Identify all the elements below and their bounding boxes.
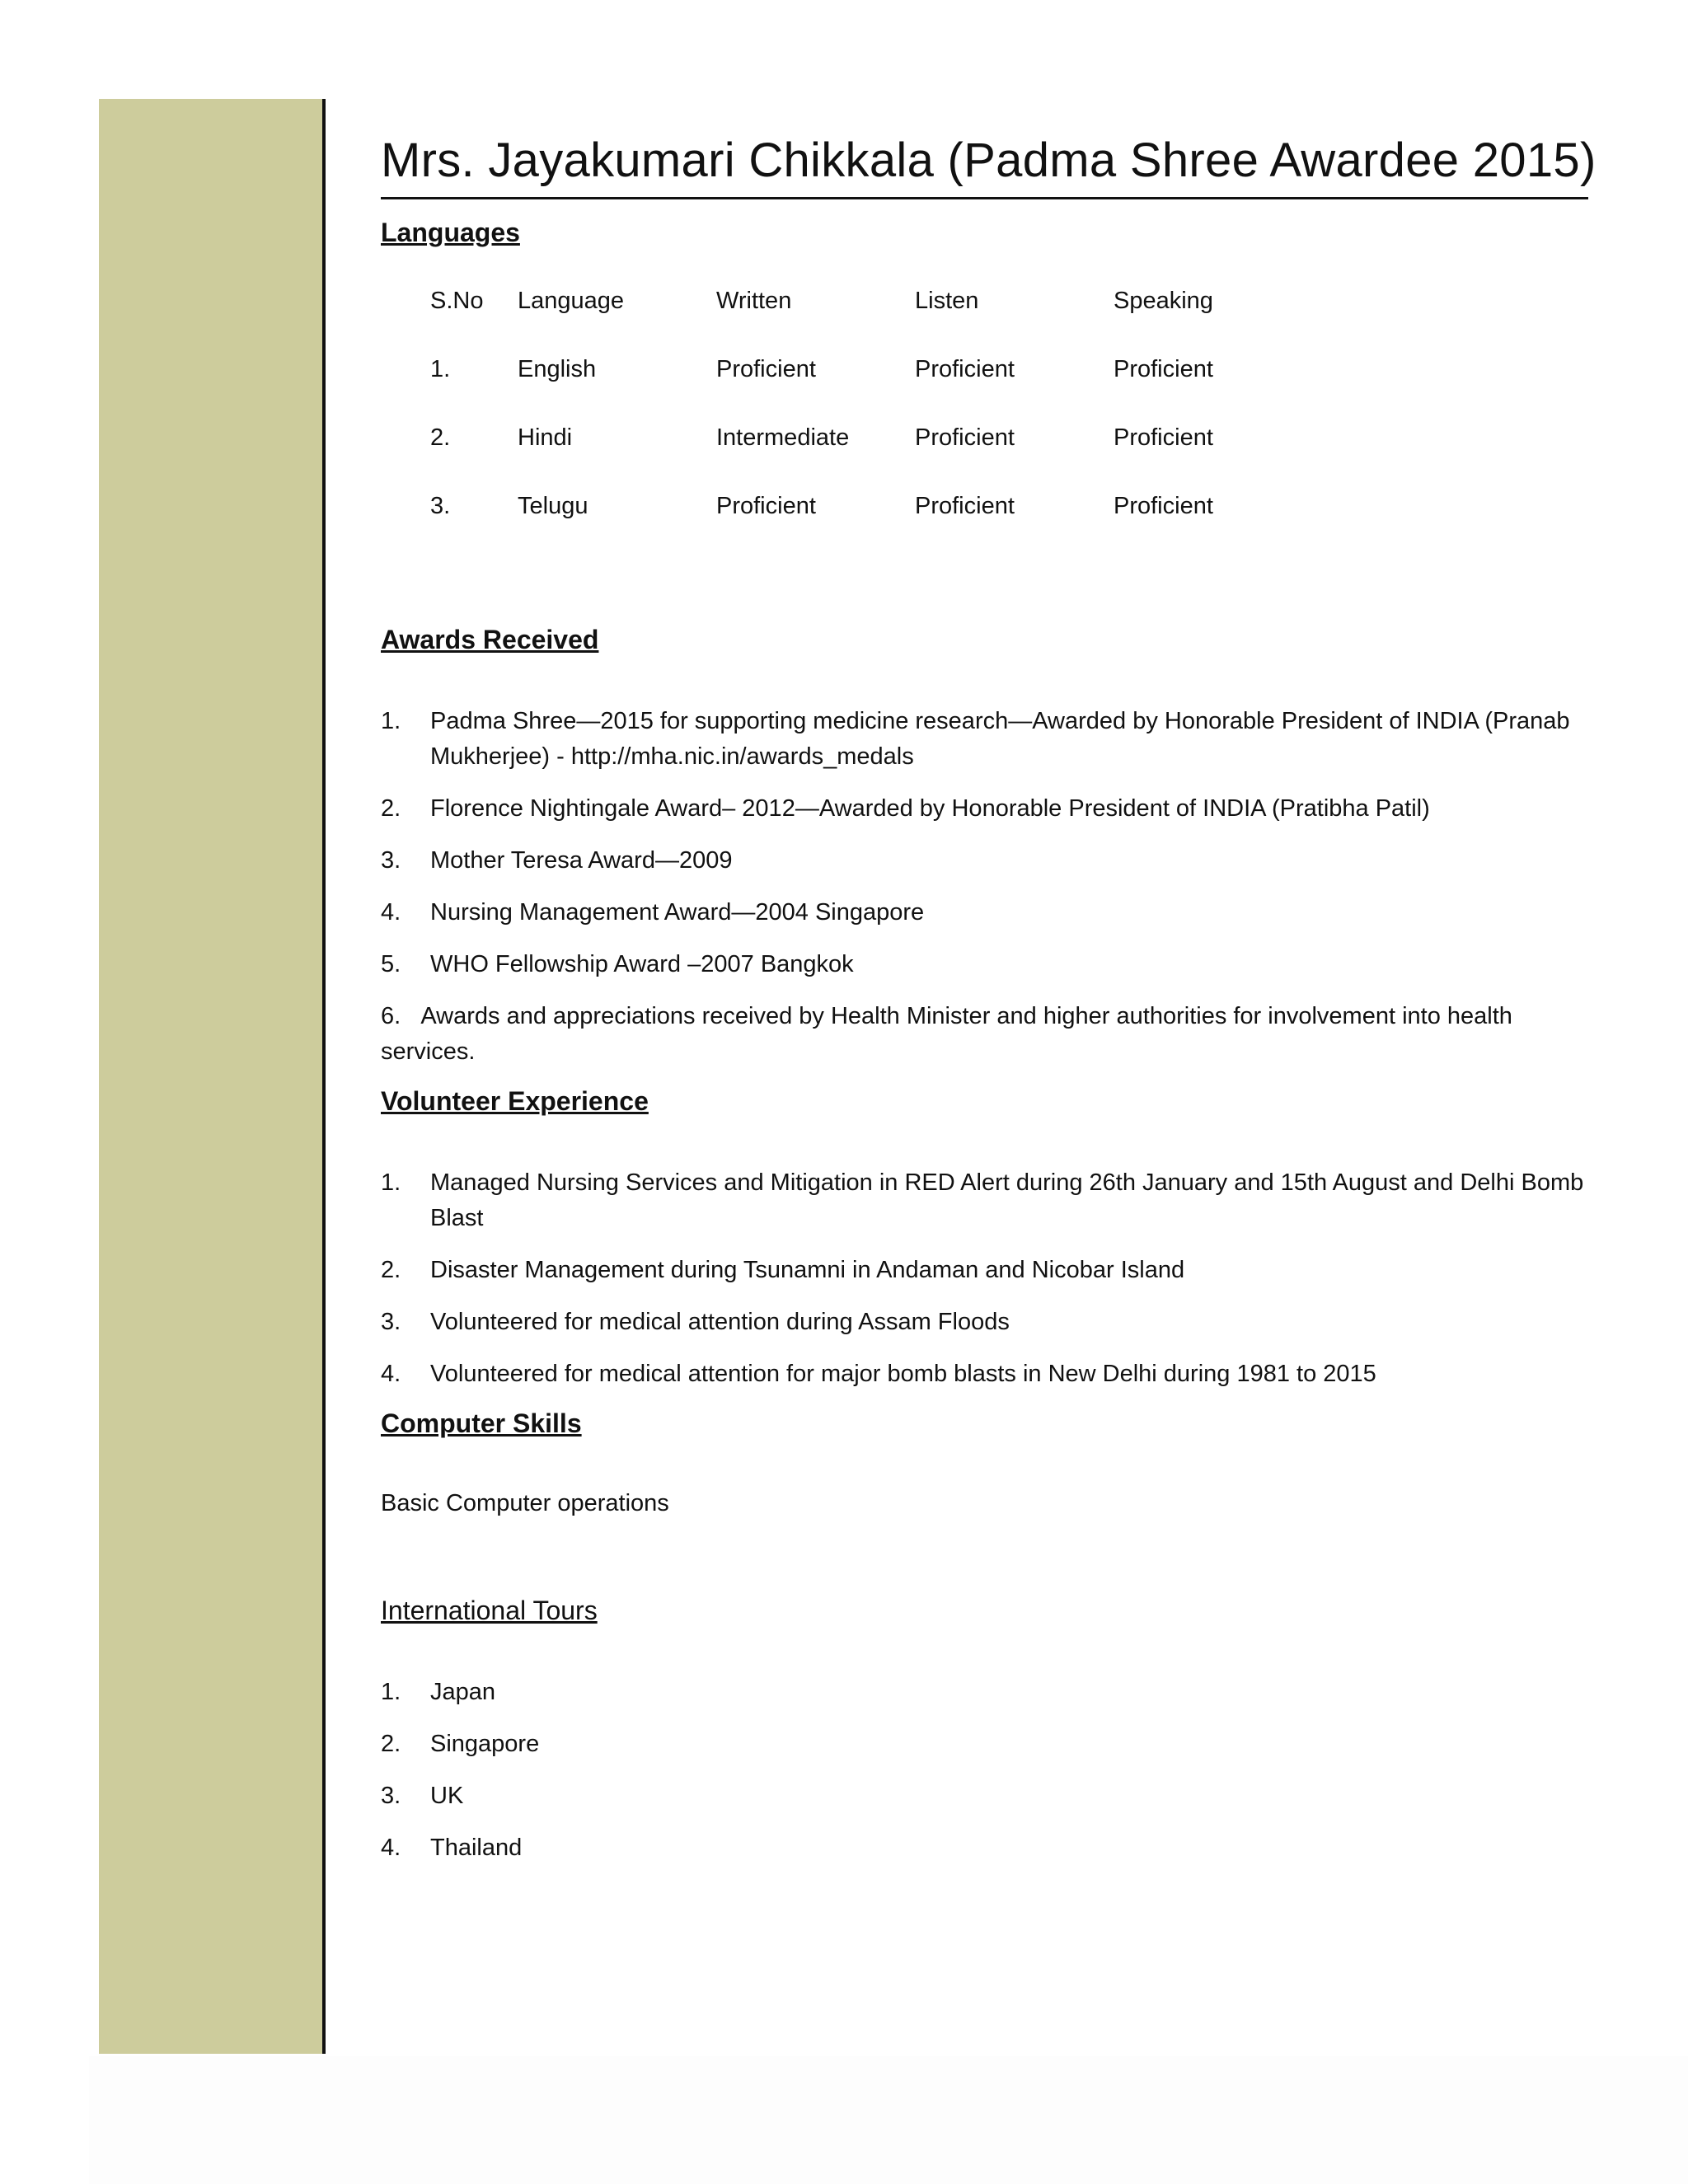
languages-table: [430, 267, 1278, 541]
list-item: [381, 704, 1588, 775]
cell-written: Proficient: [716, 493, 816, 519]
list-text: Japan: [430, 1679, 496, 1705]
list-item: [381, 1305, 1588, 1340]
languages-heading: Languages: [381, 218, 520, 247]
table-header-row: [430, 267, 1278, 335]
column-header-speaking: Speaking: [1114, 288, 1213, 314]
list-text: UK: [430, 1783, 464, 1809]
list-number: 3.: [381, 1783, 401, 1809]
column-header-language: Language: [518, 288, 625, 314]
page-bottom-band: [89, 2056, 1688, 2184]
list-text: Florence Nightingale Award– 2012—Awarded by Honorable President of INDIA (Pratibha Patil): [430, 795, 1430, 822]
list-item: [381, 1357, 1588, 1392]
cell-written: Intermediate: [716, 424, 850, 451]
list-item: [381, 791, 1588, 827]
tours-section: [381, 1592, 1588, 1866]
list-number: 4.: [381, 1835, 401, 1861]
sidebar-band: [99, 99, 323, 2054]
list-number: 4.: [381, 1361, 401, 1387]
table-row: [430, 335, 1278, 404]
list-item: [381, 1253, 1588, 1288]
tours-heading: International Tours: [381, 1596, 598, 1625]
computer-skills-section: [381, 1405, 1588, 1521]
list-text: Volunteered for medical attention during Assam Floods: [430, 1309, 1010, 1335]
awards-list: [381, 704, 1588, 1070]
list-text: Padma Shree—2015 for supporting medicine research—Awarded by Honorable President of INDIA (Pranab Mukherjee) - http://mha.nic.in/awards_medals: [430, 708, 1570, 770]
list-item: [381, 1779, 1588, 1814]
computer-skills-heading: Computer Skills: [381, 1408, 582, 1438]
list-text: Nursing Management Award—2004 Singapore: [430, 899, 925, 926]
cell-sno: 1.: [430, 356, 451, 382]
volunteer-list: [381, 1165, 1588, 1392]
list-item: [381, 1727, 1588, 1762]
sidebar-rule: [322, 99, 326, 2054]
list-item: [381, 947, 1588, 982]
cell-listen: Proficient: [915, 493, 1015, 519]
column-header-written: Written: [716, 288, 792, 314]
resume-content: [381, 128, 1597, 1882]
cell-listen: Proficient: [915, 356, 1015, 382]
list-text: Awards and appreciations received by Health Minister and higher authorities for involvement into health services.: [381, 1003, 1512, 1065]
list-number: 2.: [381, 1257, 401, 1283]
list-text: Thailand: [430, 1835, 523, 1861]
list-number: 2.: [381, 1731, 401, 1757]
awards-heading: Awards Received: [381, 625, 599, 654]
cell-language: English: [518, 356, 597, 382]
list-item: [381, 1675, 1588, 1710]
awards-section: [381, 621, 1588, 1070]
list-text: Volunteered for medical attention for major bomb blasts in New Delhi during 1981 to 2015: [430, 1361, 1376, 1387]
list-number: 3.: [381, 1309, 401, 1335]
page-title: Mrs. Jayakumari Chikkala (Padma Shree Awardee 2015): [381, 134, 1597, 187]
list-number: 1.: [381, 1679, 401, 1705]
volunteer-section: [381, 1083, 1588, 1392]
list-number: 2.: [381, 795, 401, 822]
volunteer-heading: Volunteer Experience: [381, 1086, 649, 1116]
list-item: [381, 1165, 1588, 1236]
list-number: 1.: [381, 708, 401, 734]
cell-sno: 3.: [430, 493, 451, 519]
list-item: [381, 1830, 1588, 1866]
languages-section: [381, 214, 1588, 541]
cell-listen: Proficient: [915, 424, 1015, 451]
list-text: Managed Nursing Services and Mitigation in RED Alert during 26th January and 15th August and Delhi Bomb Blast: [430, 1169, 1584, 1231]
cell-language: Hindi: [518, 424, 573, 451]
cell-speaking: Proficient: [1114, 493, 1213, 519]
list-item: [381, 999, 1588, 1070]
list-text: WHO Fellowship Award –2007 Bangkok: [430, 951, 854, 977]
table-row: [430, 472, 1278, 541]
list-number: 6.: [381, 1003, 401, 1029]
list-text: Disaster Management during Tsunamni in Andaman and Nicobar Island: [430, 1257, 1185, 1283]
cell-written: Proficient: [716, 356, 816, 382]
cell-language: Telugu: [518, 493, 588, 519]
cell-sno: 2.: [430, 424, 451, 451]
list-item: [381, 843, 1588, 879]
list-text: Mother Teresa Award—2009: [430, 847, 733, 874]
table-row: [430, 404, 1278, 472]
column-header-listen: Listen: [915, 288, 979, 314]
list-number: 4.: [381, 899, 401, 926]
cell-speaking: Proficient: [1114, 356, 1213, 382]
list-number: 1.: [381, 1169, 401, 1196]
tours-list: [381, 1675, 1588, 1866]
computer-skills-text: Basic Computer operations: [381, 1490, 669, 1516]
list-text: Singapore: [430, 1731, 540, 1757]
list-number: 3.: [381, 847, 401, 874]
column-header-sno: S.No: [430, 288, 484, 314]
list-number: 5.: [381, 951, 401, 977]
cell-speaking: Proficient: [1114, 424, 1213, 451]
title-rule: [381, 197, 1588, 199]
list-item: [381, 895, 1588, 930]
